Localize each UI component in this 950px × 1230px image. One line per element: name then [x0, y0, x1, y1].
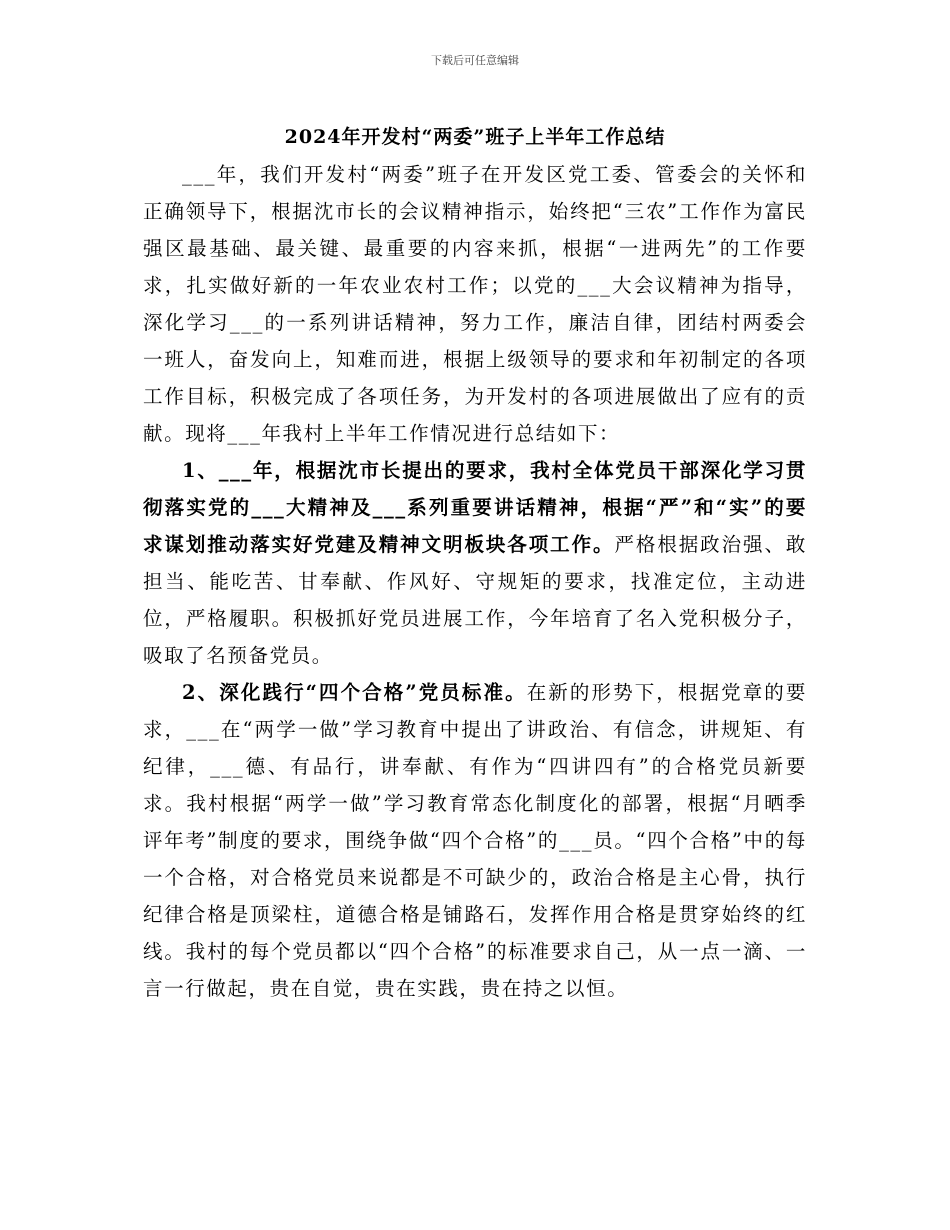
paragraph-lead: 1、___年，根据沈市长提出的要求，我村全体党员干部深化学习贯彻落实党的___大精神及___系列重要讲话精神，根据“严”和“实”的要求谋划推动落实好党建及精神文明板块各项工作。: [143, 459, 807, 556]
paragraph-text: 在新的形势下，根据党章的要求，___在“两学一做”学习教育中提出了讲政治、有信念，讲规矩、有纪律，___德、有品行，讲奉献、有作为“四讲四有”的合格党员新要求。我村根据“两学一做”学习教育常态化制度化的部署，根据“月晒季评年考”制度的要求，围绕争做“四个合格”的___员。“四个合格”中的每一个合格，对合格党员来说都是不可缺少的，政治合格是主心骨，执行纪律合格是顶梁柱，道德合格是铺路石，发挥作用合格是贯穿始终的红线。我村的每个党员都以“四个合格”的标准要求自己，从一点一滴、一言一行做起，贵在自觉，贵在实践，贵在持之以恒。: [143, 681, 807, 1000]
paragraph-intro: [143, 156, 807, 452]
paragraph-text: 严格根据政治强、敢担当、能吃苦、甘奉献、作风好、守规矩的要求，找准定位，主动进位，严格履职。积极抓好党员进展工作，今年培育了名入党积极分子，吸取了名预备党员。: [143, 533, 807, 667]
document-title: 2024年开发村“两委”班子上半年工作总结: [284, 126, 666, 148]
paragraph-item-2: [143, 674, 807, 1007]
document-body: [143, 156, 807, 1007]
paragraph-text: ___年，我们开发村“两委”班子在开发区党工委、管委会的关怀和正确领导下，根据沈市长的会议精神指示，始终把“三农”工作作为富民强区最基础、最关键、最重要的内容来抓，根据“一进两先”的工作要求，扎实做好新的一年农业农村工作；以党的___大会议精神为指导，深化学习___的一系列讲话精神，努力工作，廉洁自律，团结村两委会一班人，奋发向上，知难而进，根据上级领导的要求和年初制定的各项工作目标，积极完成了各项任务，为开发村的各项进展做出了应有的贡献。现将___年我村上半年工作情况进行总结如下：: [143, 163, 807, 445]
paragraph-item-1: [143, 452, 807, 674]
page-header-note: 下载后可任意编辑: [431, 54, 519, 67]
paragraph-lead: 2、深化践行“四个合格”党员标准。: [182, 681, 527, 704]
